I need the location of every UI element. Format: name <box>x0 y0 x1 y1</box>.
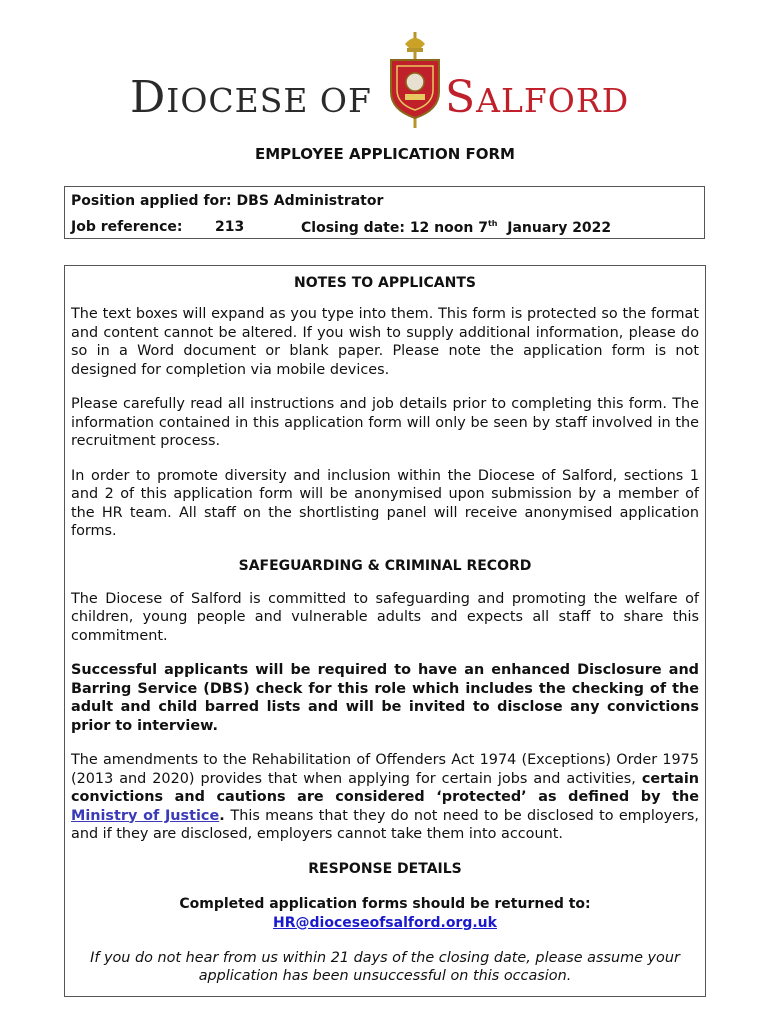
job-reference-value: 213 <box>215 219 245 235</box>
returned-to-text: Completed application forms should be returned to: <box>179 895 591 912</box>
notes-heading: NOTES TO APPLICANTS <box>294 275 476 291</box>
ministry-of-justice-link[interactable]: Ministry of Justice <box>71 807 220 824</box>
safeguarding-dbs-paragraph: Successful applicants will be required to have an enhanced Disclosure and Barring Service (DBS) check for this role which includes the checking of the adult and child barred lists and will be invited to disclose any convictions prior to interview. <box>71 662 699 734</box>
no-reply-note: If you do not hear from us within 21 days of the closing date, please assume your application has been unsuccessful on this occasion. <box>90 949 680 984</box>
logo-text-salford: SALFORD <box>445 72 630 123</box>
logo-text-diocese-of: DIOCESE OF <box>130 72 372 123</box>
notes-box <box>64 265 706 997</box>
notes-paragraph-1: The text boxes will expand as you type into them. This form is protected so the format and content cannot be altered. If you wish to supply additional information, please do so in a Word document or blank paper. Please note the application form is not designed for completion via mobile devices. <box>71 306 699 378</box>
notes-paragraph-3: In order to promote diversity and inclusion within the Diocese of Salford, sections 1 and 2 of this application form will be anonymised upon submission by a member of the HR team. All staff on the shortlisting panel will receive anonymised application forms. <box>71 467 699 539</box>
diocese-logo <box>0 30 770 130</box>
job-reference-row <box>71 219 612 236</box>
safeguarding-paragraph-1: The Diocese of Salford is committed to safeguarding and promoting the welfare of children, young people and vulnerable adults and expects all staff to share this commitment. <box>71 590 699 644</box>
diocese-crest-icon <box>385 30 445 130</box>
position-label: Position applied for: <box>71 193 232 209</box>
form-title: EMPLOYEE APPLICATION FORM <box>255 145 515 163</box>
rehabilitation-paragraph: The amendments to the Rehabilitation of Offenders Act 1974 (Exceptions) Order 1975 (2013 and 2020) provides that when applying for certain jobs and activities, certain convictions and cautions are considered ‘protected’ as defined by the Ministry of Justice. This means that they do not need to be disclosed to employers, and if they are disclosed, employers cannot take them into account. <box>71 752 699 842</box>
notes-paragraph-2: Please carefully read all instructions and job details prior to completing this form. The information contained in this application form will only be seen by staff involved in the recruitment process. <box>71 396 699 449</box>
closing-date: Closing date: 12 noon 7th January 2022 <box>301 219 612 236</box>
response-heading: RESPONSE DETAILS <box>308 860 462 877</box>
job-reference-label: Job reference: <box>71 219 183 235</box>
position-box <box>64 186 705 239</box>
safeguarding-heading: SAFEGUARDING & CRIMINAL RECORD <box>238 557 532 574</box>
position-value: DBS Administrator <box>236 193 384 209</box>
position-row <box>71 193 383 209</box>
hr-email-link[interactable]: HR@dioceseofsalford.org.uk <box>273 914 497 931</box>
